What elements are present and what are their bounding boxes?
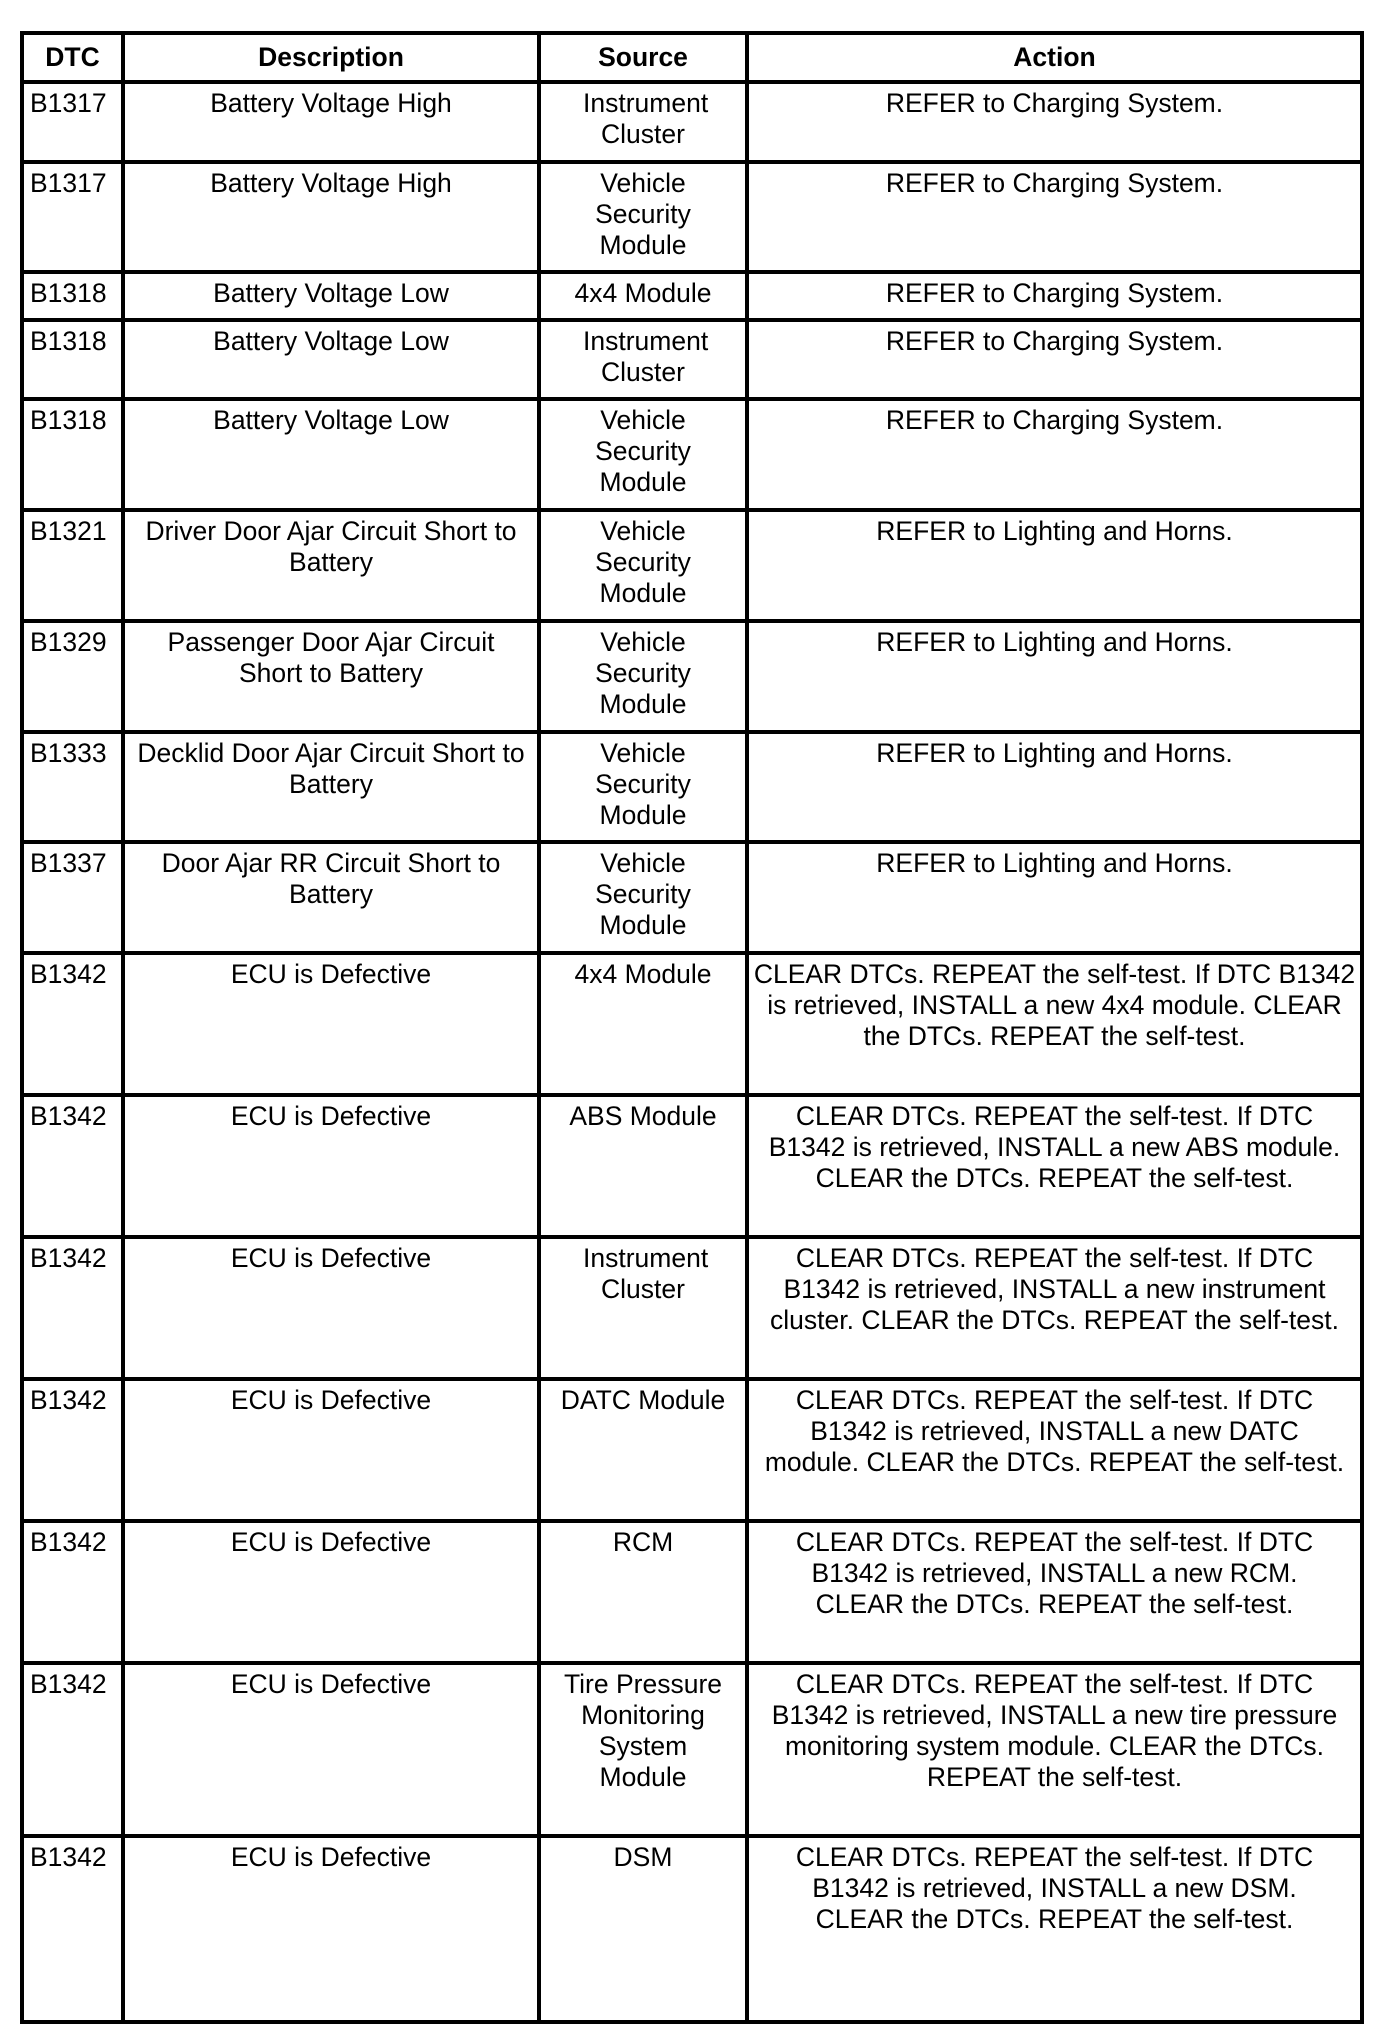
- dtc-code: B1342: [22, 1379, 123, 1521]
- header-source: Source: [539, 33, 747, 82]
- dtc-source: Vehicle Security Module: [539, 621, 747, 732]
- dtc-source: DSM: [539, 1836, 747, 2022]
- dtc-action: CLEAR DTCs. REPEAT the self-test. If DTC B1342 is retrieved, INSTALL a new DSM. CLEAR the DTCs. REPEAT the self-test.: [747, 1836, 1362, 2022]
- dtc-description: ECU is Defective: [123, 1095, 539, 1237]
- header-row: [22, 33, 1362, 82]
- header-dtc: DTC: [22, 33, 123, 82]
- dtc-description: Battery Voltage Low: [123, 272, 539, 320]
- table-row: [22, 1379, 1362, 1521]
- dtc-source: Vehicle Security Module: [539, 399, 747, 510]
- dtc-action: REFER to Charging System.: [747, 320, 1362, 399]
- dtc-code: B1318: [22, 399, 123, 510]
- table-row: [22, 1237, 1362, 1379]
- dtc-description: ECU is Defective: [123, 1663, 539, 1836]
- table-row: [22, 510, 1362, 621]
- dtc-source: Instrument Cluster: [539, 320, 747, 399]
- dtc-description: ECU is Defective: [123, 1237, 539, 1379]
- dtc-code: B1317: [22, 82, 123, 162]
- dtc-action: CLEAR DTCs. REPEAT the self-test. If DTC B1342 is retrieved, INSTALL a new ABS module. CLEAR the DTCs. REPEAT the self-test.: [747, 1095, 1362, 1237]
- dtc-code: B1321: [22, 510, 123, 621]
- table-row: [22, 953, 1362, 1095]
- dtc-code: B1318: [22, 320, 123, 399]
- dtc-code: B1333: [22, 732, 123, 842]
- dtc-action: REFER to Lighting and Horns.: [747, 842, 1362, 953]
- table-row: [22, 82, 1362, 162]
- table-row: [22, 1836, 1362, 2022]
- dtc-action: REFER to Charging System.: [747, 162, 1362, 272]
- dtc-source: Vehicle Security Module: [539, 842, 747, 953]
- dtc-action: REFER to Charging System.: [747, 82, 1362, 162]
- dtc-source: Vehicle Security Module: [539, 510, 747, 621]
- dtc-source: RCM: [539, 1521, 747, 1663]
- header-action: Action: [747, 33, 1362, 82]
- table-row: [22, 621, 1362, 732]
- dtc-code: B1337: [22, 842, 123, 953]
- dtc-code: B1342: [22, 1663, 123, 1836]
- dtc-action: REFER to Lighting and Horns.: [747, 510, 1362, 621]
- dtc-table: [20, 31, 1364, 2024]
- dtc-description: ECU is Defective: [123, 1379, 539, 1521]
- dtc-source: 4x4 Module: [539, 953, 747, 1095]
- dtc-code: B1342: [22, 953, 123, 1095]
- dtc-description: Battery Voltage High: [123, 82, 539, 162]
- dtc-action: REFER to Lighting and Horns.: [747, 732, 1362, 842]
- dtc-code: B1329: [22, 621, 123, 732]
- dtc-action: CLEAR DTCs. REPEAT the self-test. If DTC B1342 is retrieved, INSTALL a new RCM. CLEAR the DTCs. REPEAT the self-test.: [747, 1521, 1362, 1663]
- dtc-code: B1318: [22, 272, 123, 320]
- dtc-code: B1342: [22, 1521, 123, 1663]
- dtc-action: REFER to Charging System.: [747, 399, 1362, 510]
- dtc-description: Driver Door Ajar Circuit Short to Battery: [123, 510, 539, 621]
- dtc-description: Decklid Door Ajar Circuit Short to Battery: [123, 732, 539, 842]
- dtc-description: Battery Voltage Low: [123, 320, 539, 399]
- dtc-source: Tire Pressure Monitoring System Module: [539, 1663, 747, 1836]
- table-row: [22, 732, 1362, 842]
- dtc-description: Battery Voltage Low: [123, 399, 539, 510]
- dtc-source: Instrument Cluster: [539, 1237, 747, 1379]
- table-row: [22, 1521, 1362, 1663]
- dtc-action: CLEAR DTCs. REPEAT the self-test. If DTC B1342 is retrieved, INSTALL a new instrument cluster. CLEAR the DTCs. REPEAT the self-test.: [747, 1237, 1362, 1379]
- table-row: [22, 162, 1362, 272]
- dtc-action: CLEAR DTCs. REPEAT the self-test. If DTC B1342 is retrieved, INSTALL a new 4x4 module. CLEAR the DTCs. REPEAT the self-test.: [747, 953, 1362, 1095]
- dtc-source: 4x4 Module: [539, 272, 747, 320]
- dtc-description: ECU is Defective: [123, 1836, 539, 2022]
- dtc-description: ECU is Defective: [123, 1521, 539, 1663]
- dtc-action: REFER to Lighting and Horns.: [747, 621, 1362, 732]
- dtc-source: DATC Module: [539, 1379, 747, 1521]
- dtc-action: CLEAR DTCs. REPEAT the self-test. If DTC B1342 is retrieved, INSTALL a new tire pressure monitoring system module. CLEAR the DTCs. REPEAT the self-test.: [747, 1663, 1362, 1836]
- dtc-description: ECU is Defective: [123, 953, 539, 1095]
- dtc-description: Passenger Door Ajar Circuit Short to Battery: [123, 621, 539, 732]
- dtc-source: Vehicle Security Module: [539, 732, 747, 842]
- dtc-description: Door Ajar RR Circuit Short to Battery: [123, 842, 539, 953]
- dtc-action: CLEAR DTCs. REPEAT the self-test. If DTC B1342 is retrieved, INSTALL a new DATC module. CLEAR the DTCs. REPEAT the self-test.: [747, 1379, 1362, 1521]
- table-row: [22, 399, 1362, 510]
- dtc-code: B1317: [22, 162, 123, 272]
- dtc-source: ABS Module: [539, 1095, 747, 1237]
- dtc-source: Instrument Cluster: [539, 82, 747, 162]
- dtc-description: Battery Voltage High: [123, 162, 539, 272]
- dtc-code: B1342: [22, 1237, 123, 1379]
- table-row: [22, 842, 1362, 953]
- dtc-code: B1342: [22, 1836, 123, 2022]
- table-row: [22, 1663, 1362, 1836]
- table-row: [22, 320, 1362, 399]
- header-description: Description: [123, 33, 539, 82]
- dtc-code: B1342: [22, 1095, 123, 1237]
- dtc-source: Vehicle Security Module: [539, 162, 747, 272]
- table-row: [22, 1095, 1362, 1237]
- dtc-action: REFER to Charging System.: [747, 272, 1362, 320]
- table-row: [22, 272, 1362, 320]
